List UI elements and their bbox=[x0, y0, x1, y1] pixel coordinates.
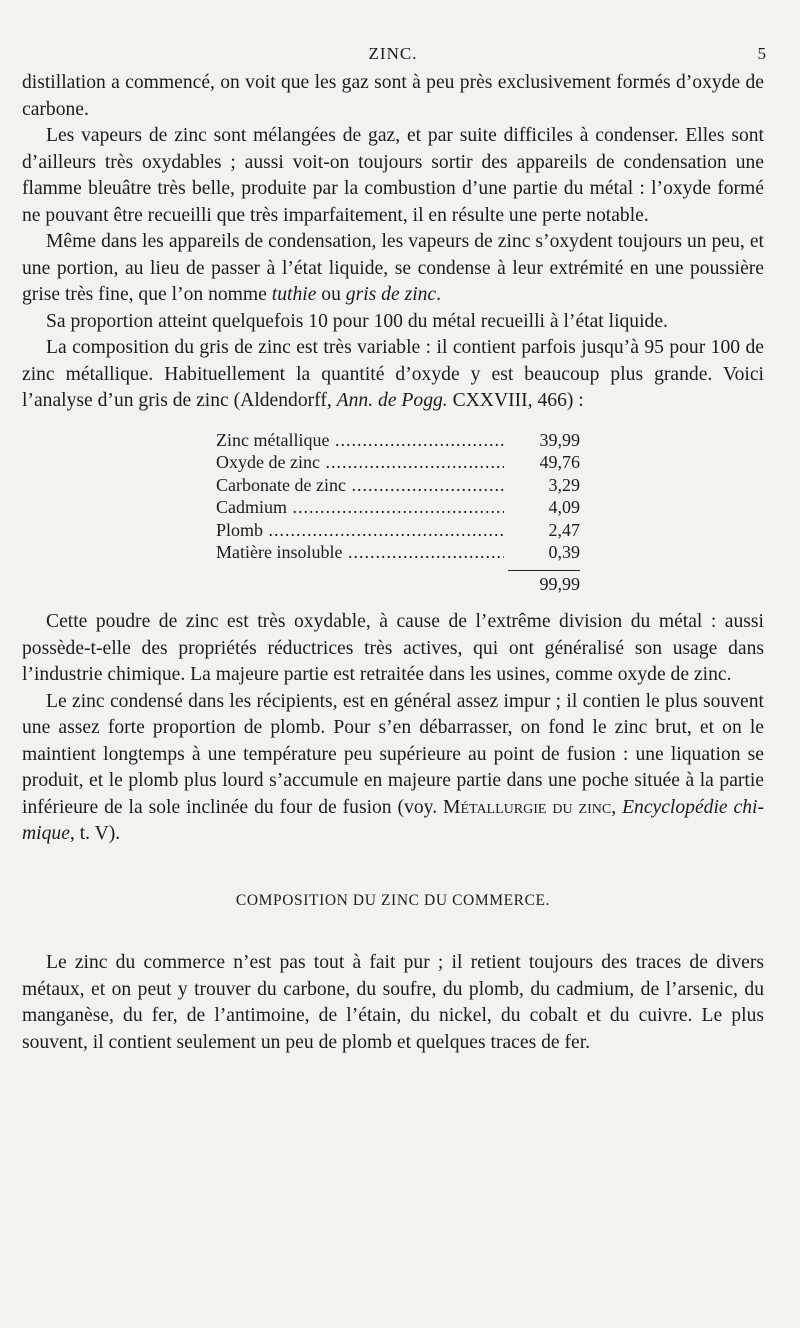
running-header bbox=[22, 44, 767, 66]
table-row bbox=[216, 496, 580, 519]
term-gris-de-zinc: gris de zinc bbox=[345, 284, 437, 305]
row-value: 3,29 bbox=[548, 474, 580, 495]
paragraph-3 bbox=[22, 229, 764, 309]
paragraph-2: Les vapeurs de zinc sont mélangées de gaz, et par suite difficiles à condenser. Elles sont d’ailleurs très oxydables ; aussi voit-on toujours sortir des appareils de condensation une flamme bleuâtre très belle, produite par la combustion d’une partie du métal : l’oxyde formé ne pouvant être recueilli que très imparfaitement, il en résulte une perte notable. bbox=[22, 125, 764, 226]
paragraph-7-text: Le zinc condensé dans les récipients, est en général assez impur ; il contien le plus souvent une assez forte proportion de plomb. Pour s’en débarrasser, on fond le zinc brut, et on le maintient longtemps à une température peu supérieure au point de fusion : une liquation se produit, et le plomb plus lourd s’accumule en majeure partie dans une poche située à la partie inférieure de la sole inclinée du four de fusion (voy. bbox=[22, 690, 764, 818]
table-row bbox=[216, 451, 580, 474]
table-row bbox=[216, 474, 580, 497]
paragraph-3-or: ou bbox=[316, 284, 346, 305]
row-label: Plomb ..... bbox=[216, 519, 504, 542]
paragraph-1: distillation a commencé, on voit que les gaz sont à peu près exclusivement formés d’oxyde de carbone. bbox=[22, 72, 764, 120]
table-row bbox=[216, 429, 580, 452]
paragraph-8: Le zinc du commerce n’est pas tout à fait pur ; il retient toujours des traces de divers métaux, et on peut y trouver du carbone, du soufre, du plomb, du cadmium, de l’arsenic, du manganèse, du fer, de l’antimoine, de l’étain, du nickel, du cobalt et du cuivre. Le plus souvent, il contient seulement un peu de plomb et quelques traces de fer. bbox=[22, 952, 764, 1053]
row-value: 2,47 bbox=[548, 519, 580, 540]
running-title: ZINC. bbox=[368, 44, 418, 63]
row-value: 39,99 bbox=[539, 429, 580, 450]
row-label: Oxyde de zinc ..... bbox=[216, 451, 504, 474]
table-total: 99,99 bbox=[539, 573, 580, 594]
cross-reference: Métallurgie du zinc bbox=[443, 796, 612, 818]
paragraph-7 bbox=[22, 689, 764, 848]
paragraph-4: Sa proportion atteint quelquefois 10 pour 100 du métal recueilli à l’état liquide. bbox=[46, 310, 668, 332]
row-value: 49,76 bbox=[539, 452, 580, 472]
encyclopedia-reference: Encyclopédie chimique bbox=[22, 796, 764, 844]
row-label: Matière insoluble ..... bbox=[216, 541, 504, 564]
page-number: 5 bbox=[757, 44, 767, 63]
paragraph-7-comma: , bbox=[611, 796, 623, 818]
table-row bbox=[216, 519, 580, 542]
paragraph-3-end: . bbox=[436, 284, 442, 305]
paragraph-6: Cette poudre de zinc est très oxydable, à cause de l’extrême division du métal : aussi possède-t-elle des propriétés réductrices très actives, qui ont généralisé son usage dans l’industrie chimique. La majeure partie est retraitée dans les usines, comme oxyde de zinc. bbox=[22, 611, 764, 685]
paragraph-5 bbox=[22, 335, 764, 415]
analysis-table bbox=[216, 429, 580, 596]
sum-rule bbox=[508, 570, 580, 571]
row-value: 0,39 bbox=[548, 542, 580, 562]
journal-reference: Ann. de Pogg. bbox=[336, 390, 448, 411]
term-tuthie: tuthie bbox=[271, 284, 317, 305]
section-title: COMPOSITION DU ZINC DU COMMERCE. bbox=[235, 891, 551, 909]
row-value: 4,09 bbox=[548, 497, 580, 517]
row-label: Zinc métallique ..... bbox=[216, 429, 504, 452]
row-label: Carbonate de zinc ..... bbox=[216, 474, 504, 497]
paragraph-5-text: La composition du gris de zinc est très variable : il contient parfois jusqu’à 95 pour 100 de zinc métallique. Habituellement la quantité d’oxyde y est beaucoup plus grande. Voici l’analyse d’un gris de zinc (Aldendorff, bbox=[22, 337, 764, 411]
table-row bbox=[216, 541, 580, 564]
paragraph-5-end: CXXVIII, 466) : bbox=[447, 390, 584, 411]
row-label: Cadmium ..... bbox=[216, 496, 504, 519]
paragraph-3-text: Même dans les appareils de condensation, les vapeurs de zinc s’oxydent toujours un peu, et une portion, au lieu de passer à l’état liquide, se condense à leur extrémité en une poussière grise très fine, que l’on nomme bbox=[22, 231, 764, 305]
paragraph-7-end: , t. V). bbox=[69, 823, 121, 844]
body-text bbox=[22, 70, 764, 1056]
